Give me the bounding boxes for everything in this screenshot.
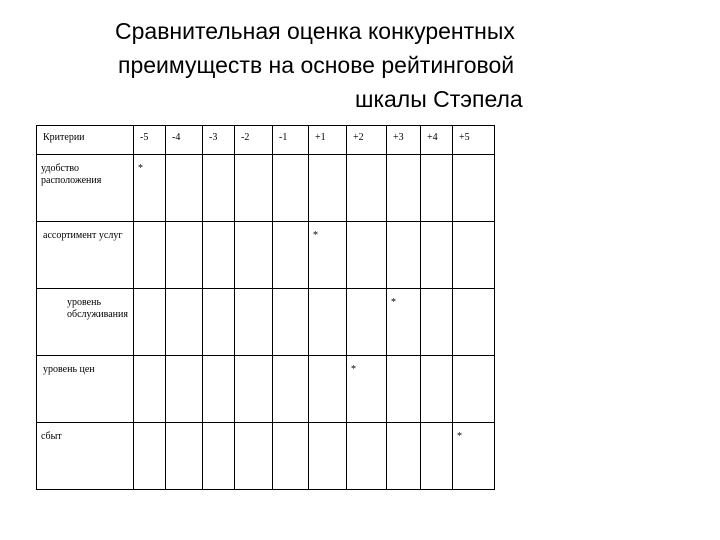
header-plus-4: +4 [421,126,453,155]
rating-cell [387,356,421,423]
rating-cell [453,222,495,289]
table-row [37,155,495,222]
criterion-label: ассортимент услуг [37,222,134,289]
rating-cell [166,356,203,423]
header-minus-2: -2 [235,126,273,155]
rating-cell [203,423,235,490]
rating-mark: * [391,297,396,308]
stapel-rating-table [36,125,495,490]
rating-cell [273,222,309,289]
rating-cell [309,222,347,289]
rating-cell [421,289,453,356]
rating-body [37,155,495,490]
rating-cell [235,155,273,222]
rating-cell [421,423,453,490]
rating-cell [166,222,203,289]
rating-cell [273,289,309,356]
rating-cell [134,423,166,490]
rating-cell [309,155,347,222]
rating-mark: * [457,431,462,442]
rating-cell [387,155,421,222]
rating-cell [421,155,453,222]
rating-cell [134,222,166,289]
title-line-3: шкалы Стэпела [355,86,523,112]
criterion-label: уровень обслуживания [37,289,134,356]
table-row [37,289,495,356]
rating-cell [347,155,387,222]
header-plus-1: +1 [309,126,347,155]
rating-cell [166,289,203,356]
rating-cell [235,222,273,289]
rating-cell [347,289,387,356]
title-line-1: Сравнительная оценка конкурентных [115,18,515,44]
header-plus-3: +3 [387,126,421,155]
rating-cell [166,155,203,222]
rating-cell [309,423,347,490]
rating-cell [347,356,387,423]
rating-cell [421,356,453,423]
rating-cell [273,423,309,490]
rating-cell [134,155,166,222]
rating-cell [134,289,166,356]
rating-cell [421,222,453,289]
table-row [37,222,495,289]
header-minus-3: -3 [203,126,235,155]
criterion-label: удобство расположения [37,155,134,222]
rating-mark: * [138,163,143,174]
rating-cell [453,423,495,490]
rating-cell [235,356,273,423]
rating-cell [347,423,387,490]
rating-cell [347,222,387,289]
rating-cell [203,356,235,423]
rating-cell [309,289,347,356]
rating-cell [203,155,235,222]
rating-cell [203,222,235,289]
table-row [37,423,495,490]
rating-cell [387,222,421,289]
criterion-label: уровень цен [37,356,134,423]
slide-title [110,14,610,116]
title-line-2: преимуществ на основе рейтинговой [118,52,515,78]
rating-cell [453,356,495,423]
rating-cell [273,155,309,222]
rating-cell [309,356,347,423]
header-row [37,126,495,155]
header-plus-2: +2 [347,126,387,155]
header-minus-5: -5 [134,126,166,155]
rating-cell [235,289,273,356]
rating-cell [235,423,273,490]
rating-mark: * [351,364,356,375]
rating-cell [387,423,421,490]
rating-cell [273,356,309,423]
criterion-label: сбыт [37,423,134,490]
header-criteria: Критерии [37,126,134,155]
rating-cell [166,423,203,490]
rating-cell [453,155,495,222]
header-minus-1: -1 [273,126,309,155]
rating-cell [387,289,421,356]
rating-cell [203,289,235,356]
header-minus-4: -4 [166,126,203,155]
rating-mark: * [313,230,318,241]
table-row [37,356,495,423]
rating-cell [134,356,166,423]
rating-cell [453,289,495,356]
header-plus-5: +5 [453,126,495,155]
